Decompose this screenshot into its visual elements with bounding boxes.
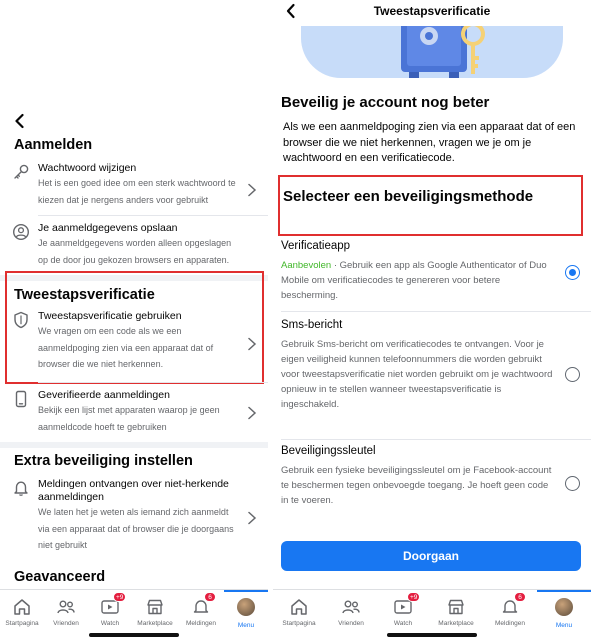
nav-label: Startpagina xyxy=(282,620,316,627)
option-description: Gebruik Sms-bericht om verificatiecodes te ontvangen. Voor je eigen veiligheid kunnen telefoonnummers die worden gebruikt voor tweestapsverificatie niet worden gebruikt om je wachtwoord opnieuw in te stellen wanneer tweestapsverificatie is ingeschakeld. xyxy=(281,339,553,410)
row-title: Meldingen ontvangen over niet-herkende aanmeldingen xyxy=(38,478,229,503)
option-description-text: · Gebruik een app als Google Authenticator of Duo Mobile om verificatiecodes te genereren voor betere bescherming. xyxy=(281,260,547,301)
nav-friends[interactable] xyxy=(325,590,377,641)
user-circle-icon xyxy=(12,223,30,241)
method-heading: Selecteer een beveiligingsmethode xyxy=(283,188,534,205)
section-title-login: Aanmelden xyxy=(14,137,93,153)
section-heading: Beveilig je account nog beter xyxy=(281,94,490,111)
option-authenticator-app[interactable] xyxy=(273,240,591,306)
nav-label: Startpagina xyxy=(5,620,39,627)
phone-icon xyxy=(12,390,30,408)
nav-friends[interactable] xyxy=(44,590,88,641)
radio-sms[interactable] xyxy=(565,367,580,382)
option-title: Verificatieapp xyxy=(281,240,351,252)
friends-icon xyxy=(341,597,361,617)
home-icon xyxy=(289,597,309,617)
avatar xyxy=(237,598,255,616)
nav-label: Watch xyxy=(393,620,413,627)
nav-home[interactable] xyxy=(0,590,44,641)
security-settings-screen xyxy=(0,0,268,641)
highlight-box-two-factor xyxy=(5,271,264,384)
friends-icon xyxy=(56,597,76,617)
section-title-advanced: Geavanceerd xyxy=(14,569,106,585)
shop-icon xyxy=(145,597,165,617)
key-icon xyxy=(12,163,30,181)
section-title-extra-security: Extra beveiliging instellen xyxy=(14,453,193,469)
chevron-right-icon xyxy=(246,511,258,525)
option-title: Sms-bericht xyxy=(281,319,343,331)
nav-label: Meldingen xyxy=(186,620,216,627)
section-title-two-factor: Tweestapsverificatie xyxy=(14,287,155,303)
radio-security-key[interactable] xyxy=(565,476,580,491)
option-description xyxy=(281,258,553,303)
nav-menu[interactable] xyxy=(224,590,268,641)
notification-badge: +9 xyxy=(113,592,126,602)
two-factor-screen xyxy=(273,0,591,641)
option-title: Beveiligingssleutel xyxy=(281,445,376,457)
home-indicator xyxy=(387,633,477,637)
option-sms[interactable] xyxy=(273,319,591,437)
divider xyxy=(281,439,591,440)
row-title: Tweestapsverificatie gebruiken xyxy=(38,310,182,322)
nav-label: Vrienden xyxy=(338,620,364,627)
back-button[interactable] xyxy=(10,111,30,131)
row-title: Geverifieerde aanmeldingen xyxy=(38,389,170,401)
nav-label: Watch xyxy=(100,620,120,627)
chevron-right-icon xyxy=(246,183,258,197)
recommended-label: Aanbevolen xyxy=(281,260,332,271)
chevron-left-icon xyxy=(10,111,30,131)
verified-logins-row[interactable] xyxy=(0,388,268,438)
intro-text: Als we een aanmeldpoging zien via een apparaat dat of een browser die we niet herkennen, vragen we je om je wachtwoord en een verificatiecode. xyxy=(283,121,576,164)
row-description: We vragen om een code als we een aanmeldpoging zien via een apparaat dat of browser die we niet herkennen. xyxy=(38,326,214,369)
nav-label: Meldingen xyxy=(495,620,525,627)
avatar xyxy=(555,598,573,616)
section-divider xyxy=(0,442,268,448)
hero-illustration xyxy=(301,26,563,78)
chevron-right-icon xyxy=(246,406,258,420)
row-title: Wachtwoord wijzigen xyxy=(38,162,137,174)
nav-label: Menu xyxy=(555,622,573,629)
divider xyxy=(38,215,268,216)
home-icon xyxy=(12,597,32,617)
save-login-row[interactable] xyxy=(0,221,268,273)
nav-label: Menu xyxy=(237,622,255,629)
notification-badge: 6 xyxy=(514,592,526,602)
top-bar xyxy=(273,0,591,24)
bell-icon xyxy=(12,479,30,497)
divider xyxy=(38,382,268,383)
nav-menu[interactable] xyxy=(537,590,591,641)
row-description: Het is een goed idee om een sterk wachtwoord te kiezen dat je nergens anders voor gebruikt xyxy=(38,178,236,205)
row-description: Je aanmeldgegevens worden alleen opgeslagen op de door jou gekozen browsers en apparaten. xyxy=(38,238,232,265)
nav-notifications[interactable] xyxy=(178,590,224,641)
notification-badge: +9 xyxy=(407,592,420,602)
continue-button[interactable]: Doorgaan xyxy=(281,541,581,571)
nav-home[interactable] xyxy=(273,590,325,641)
option-description: Gebruik een fysieke beveiligingssleutel om je Facebook-account te beschermen tegen onbevoegde toegang. Je hoeft geen code in te voeren. xyxy=(281,465,552,506)
home-indicator xyxy=(89,633,179,637)
bottom-navigation xyxy=(273,589,591,641)
option-security-key[interactable] xyxy=(273,445,591,529)
nav-label: Vrienden xyxy=(53,620,79,627)
unrecognized-login-alerts-row[interactable] xyxy=(0,477,268,567)
safe-illustration xyxy=(301,26,563,78)
nav-label: Marketplace xyxy=(438,620,474,627)
nav-label: Marketplace xyxy=(137,620,173,627)
divider xyxy=(281,311,591,312)
shop-icon xyxy=(446,597,466,617)
bottom-navigation xyxy=(0,589,268,641)
change-password-row[interactable] xyxy=(0,161,268,213)
row-description: We laten het je weten als iemand zich aanmeldt via een apparaat dat of browser die je doorgaans niet gebruikt xyxy=(38,507,234,550)
page-title: Tweestapsverificatie xyxy=(373,4,491,18)
nav-notifications[interactable] xyxy=(483,590,537,641)
row-description: Bekijk een lijst met apparaten waarop je geen aanmeldcode hoeft te gebruiken xyxy=(38,405,220,432)
notification-badge: 6 xyxy=(204,592,216,602)
row-title: Je aanmeldgegevens opslaan xyxy=(38,222,178,234)
radio-authenticator-app[interactable] xyxy=(565,265,580,280)
